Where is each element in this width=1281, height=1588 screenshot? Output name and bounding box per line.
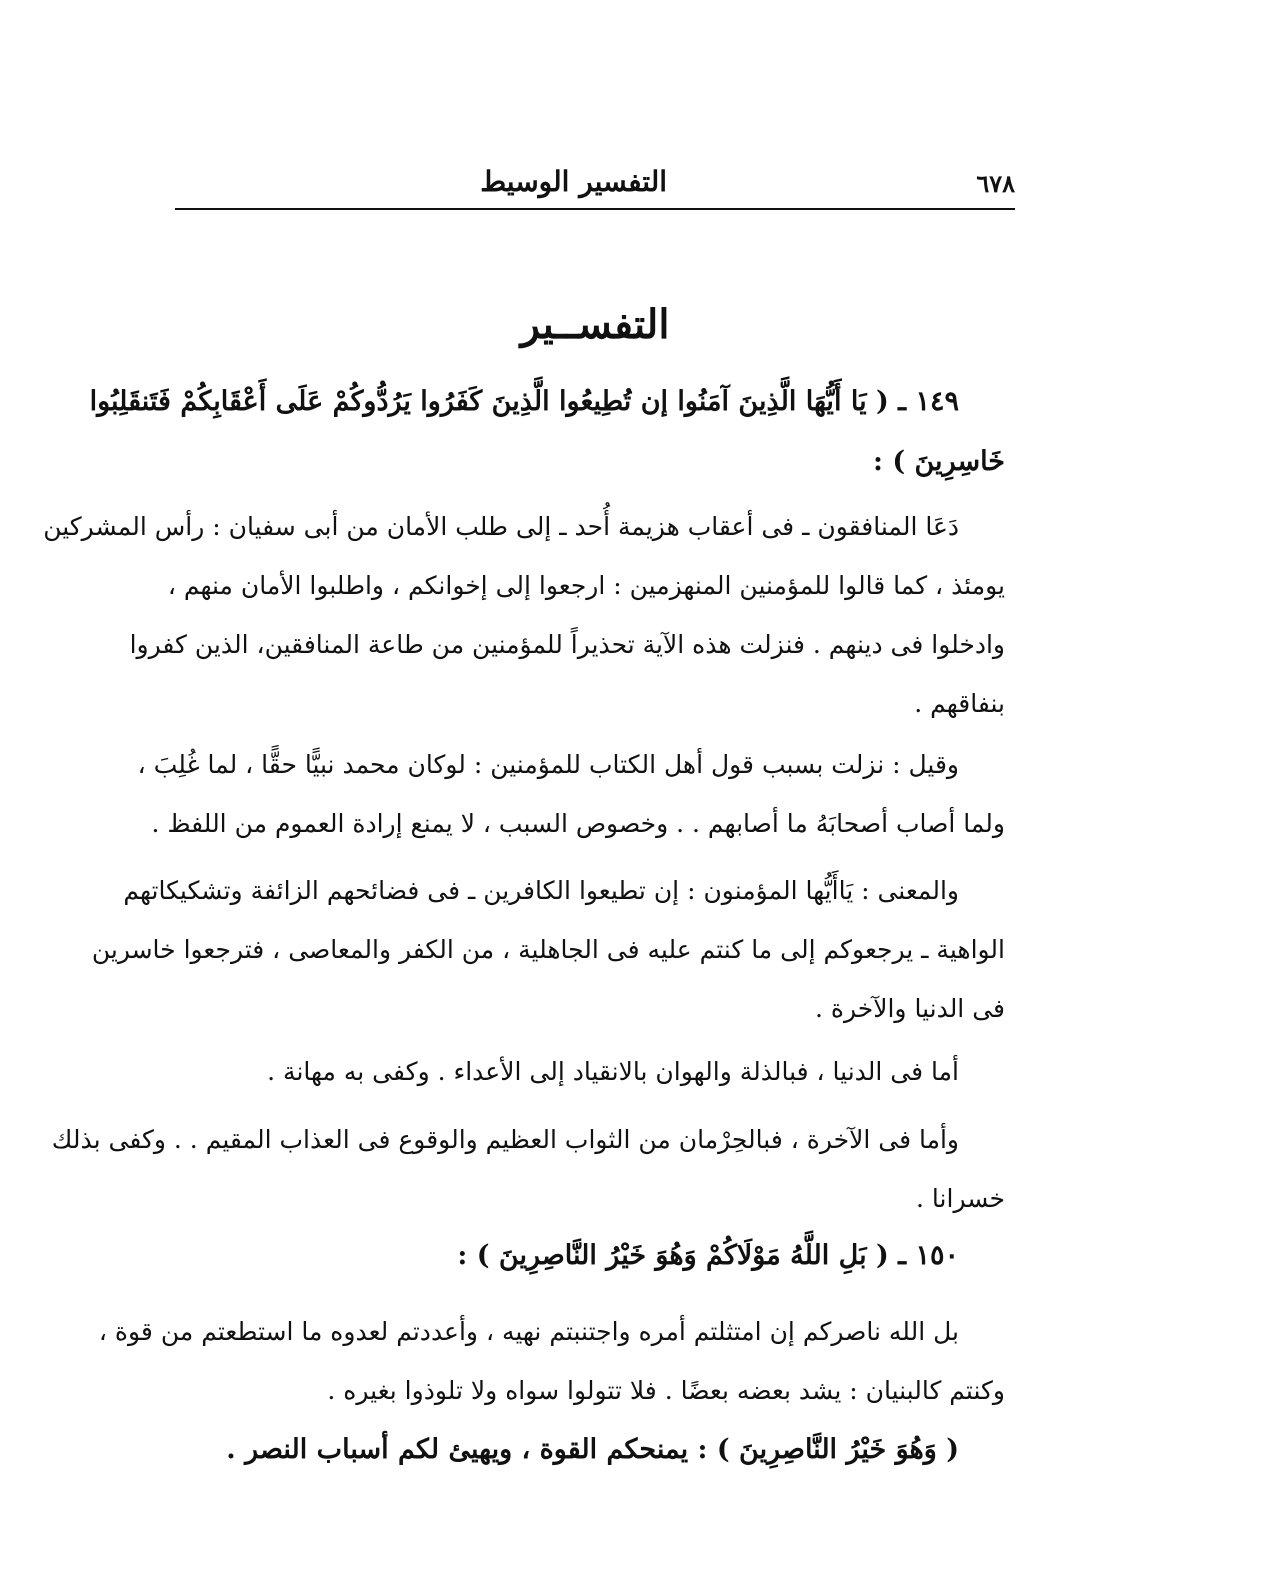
paragraph [137, 735, 1005, 853]
header-divider [175, 208, 1015, 210]
text-line: والمعنى : يَاأَيُّها المؤمنون : إن تطيعوا الكافرين ـ فى فضائحهم الزائفة وتشكيكاتهم [123, 876, 959, 905]
text-line: ( وَهُوَ خَيْرُ النَّاصِرِينَ ) : يمنحكم القوة ، ويهيئ لكم أسباب النصر . [226, 1434, 959, 1465]
text-line: بل الله ناصركم إن امتثلتم أمره واجتنبتم نهيه ، وأعددتم لعدوه ما استطعتم من قوة ، [98, 1317, 959, 1346]
text-line: أما فى الدنيا ، فبالذلة والهوان بالانقياد إلى الأعداء . وكفى به مهانة . [267, 1057, 959, 1086]
paragraph [98, 1302, 1005, 1420]
text-line: فى الدنيا والآخرة . [814, 994, 1005, 1023]
paragraph [51, 1110, 1005, 1228]
running-title: التفسير الوسيط [480, 165, 667, 198]
paragraph [175, 1042, 1005, 1101]
text-line: ١٥٠ ـ ( بَلِ اللَّهُ مَوْلَاكُمْ وَهُوَ خَيْرُ النَّاصِرِينَ ) : [457, 1240, 959, 1271]
text-line: دَعَا المنافقون ـ فى أعقاب هزيمة أُحد ـ إلى طلب الأمان من أبى سفيان : رأس المشركين [43, 512, 959, 541]
text-line: خسرانا . [916, 1184, 1005, 1213]
section-title: التفســير [520, 301, 670, 348]
text-line: بنفاقهم . [914, 689, 1005, 718]
text-line: ١٤٩ ـ ( يَا أَيُّهَا الَّذِينَ آمَنُوا إن تُطِيعُوا الَّذِينَ كَفَرُوا يَرُدُّوكُمْ عَلَى أَعْقَابِكُمْ فَتَنقَلِبُوا [89, 386, 959, 417]
paragraph [43, 497, 1005, 733]
text-line: وأما فى الآخرة ، فبالحِرْمان من الثواب العظيم والوقوع فى العذاب المقيم . . وكفى بذلك [51, 1125, 959, 1154]
text-line: ولما أصاب أصحابَهُ ما أصابهم . . وخصوص السبب ، لا يمنع إرادة العموم من اللفظ . [151, 809, 1005, 838]
text-line: الواهية ـ يرجعوكم إلى ما كنتم عليه فى الجاهلية ، من الكفر والمعاصى ، فترجعوا خاسرين [91, 935, 1005, 964]
text-line: وادخلوا فى دينهم . فنزلت هذه الآية تحذيراً للمؤمنين من طاعة المنافقين، الذين كفروا [129, 630, 1005, 659]
verse-150 [175, 1226, 1005, 1286]
paragraph [91, 861, 1005, 1038]
text-line: وكنتم كالبنيان : يشد بعضه بعضًا . فلا تتولوا سواه ولا تلوذوا بغيره . [327, 1376, 1005, 1405]
text-line: يومئذ ، كما قالوا للمؤمنين المنهزمين : ارجعوا إلى إخوانكم ، واطلبوا الأمان منهم ، [167, 571, 1005, 600]
verse-149 [89, 372, 1005, 492]
verse-quote-paragraph [175, 1420, 1005, 1480]
text-line: خَاسِرِينَ ) : [872, 446, 1005, 477]
text-line: وقيل : نزلت بسبب قول أهل الكتاب للمؤمنين : لوكان محمد نبيًّا حقًّا ، لما غُلِبَ ، [137, 750, 959, 779]
page-number: ٦٧٨ [976, 169, 1015, 198]
running-header [175, 163, 1015, 203]
